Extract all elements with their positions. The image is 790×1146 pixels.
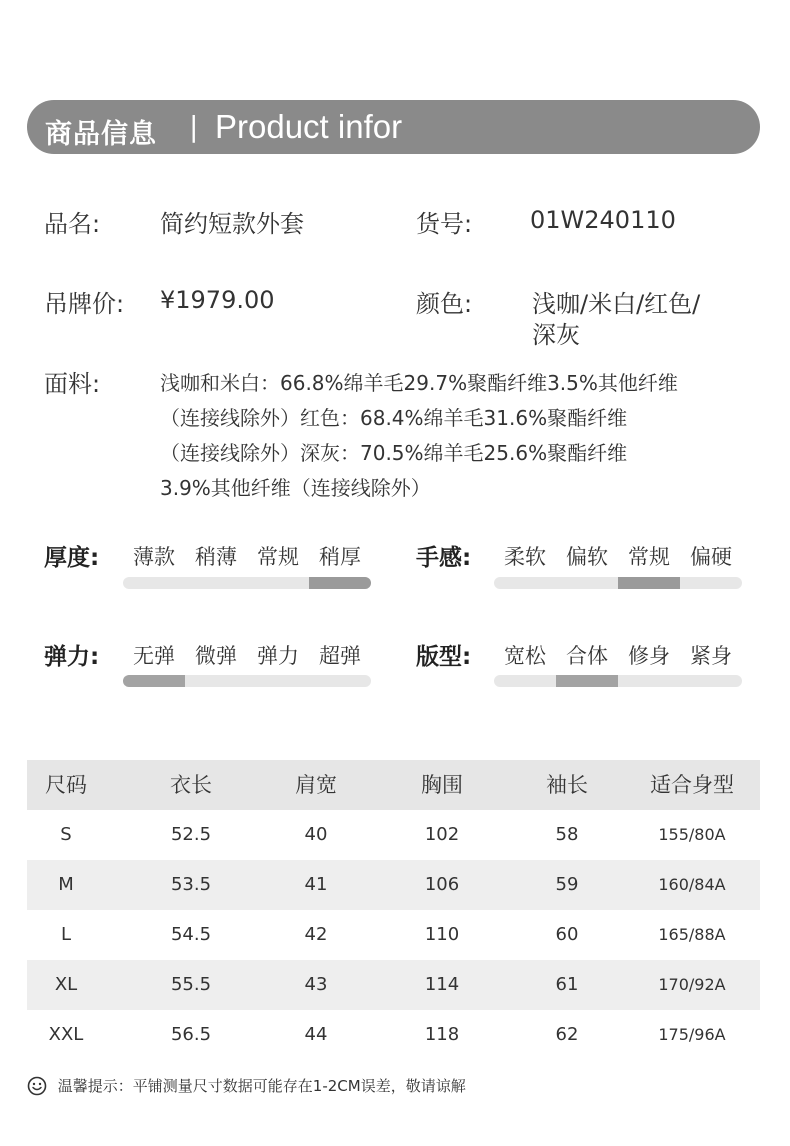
fabric-line: 3.9%其他纤维（连接线除外） — [160, 476, 431, 500]
name-label: 品名: — [44, 210, 101, 238]
table-cell: 60 — [555, 924, 579, 945]
scale-option: 偏软 — [566, 545, 608, 569]
fabric-line: （连接线除外）红色：68.4%绵羊毛31.6%聚酯纤维 — [160, 406, 628, 430]
table-row — [27, 810, 760, 860]
section-title-cn: 商品信息 — [45, 119, 157, 150]
table-cell: 118 — [424, 1024, 460, 1045]
table-cell: 53.5 — [170, 874, 212, 895]
scale-track — [123, 675, 371, 687]
table-cell: 52.5 — [170, 824, 212, 845]
table-cell: 62 — [555, 1024, 579, 1045]
scale-track — [123, 577, 371, 589]
title-separator: | — [189, 110, 199, 143]
table-cell: 160/84A — [658, 875, 726, 894]
table-header-cell: 衣长 — [170, 773, 212, 797]
sku-label: 货号: — [416, 210, 473, 238]
table-row — [27, 960, 760, 1010]
table-cell: 55.5 — [170, 974, 212, 995]
tip-text: 温馨提示：平铺测量尺寸数据可能存在1-2CM误差，敬请谅解 — [57, 1077, 466, 1095]
scale-option: 偏硬 — [690, 545, 732, 569]
scale-indicator — [309, 577, 371, 589]
scale-label: 手感: — [416, 545, 472, 571]
color-label: 颜色: — [416, 290, 473, 318]
fabric-composition — [160, 366, 770, 506]
section-header — [27, 100, 760, 154]
scale-label: 弹力: — [44, 644, 100, 670]
table-cell: 58 — [555, 824, 579, 845]
table-cell: 43 — [304, 974, 328, 995]
table-header-cell: 胸围 — [421, 773, 463, 797]
scale-indicator — [556, 675, 618, 687]
color-value-cont: 深灰 — [532, 321, 580, 349]
table-cell: XXL — [48, 1024, 84, 1045]
scale-option: 紧身 — [690, 644, 732, 668]
table-cell: 54.5 — [170, 924, 212, 945]
table-header-cell: 袖长 — [546, 773, 588, 797]
table-cell: 106 — [424, 874, 460, 895]
scale-option: 无弹 — [133, 644, 175, 668]
table-cell: 41 — [304, 874, 328, 895]
table-cell: 61 — [555, 974, 579, 995]
scale-option: 宽松 — [504, 644, 546, 668]
scale-option: 常规 — [257, 545, 299, 569]
table-cell: 170/92A — [658, 975, 726, 994]
table-header-cell: 尺码 — [45, 773, 87, 797]
scale-label: 版型: — [416, 644, 472, 670]
table-cell: 114 — [424, 974, 460, 995]
table-cell: 42 — [304, 924, 328, 945]
name-value: 简约短款外套 — [160, 210, 304, 238]
table-cell: M — [58, 874, 74, 895]
scale-label: 厚度: — [44, 545, 100, 571]
table-cell: XL — [54, 974, 78, 995]
fabric-line: （连接线除外）深灰：70.5%绵羊毛25.6%聚酯纤维 — [160, 441, 628, 465]
table-cell: 40 — [304, 824, 328, 845]
table-cell: L — [60, 924, 72, 945]
color-value: 浅咖/米白/红色/ — [532, 290, 701, 318]
table-header-cell: 适合身型 — [650, 773, 734, 797]
table-header-cell: 肩宽 — [295, 773, 337, 797]
table-row — [27, 910, 760, 960]
table-cell: 44 — [304, 1024, 328, 1045]
price-label: 吊牌价: — [44, 290, 125, 318]
table-cell: S — [60, 824, 72, 845]
scale-option: 微弹 — [195, 644, 237, 668]
scale-indicator — [123, 675, 185, 687]
scale-option: 修身 — [628, 644, 670, 668]
section-title-en: Product infor — [215, 108, 403, 145]
table-row — [27, 860, 760, 910]
table-cell: 56.5 — [170, 1024, 212, 1045]
measurement-tip — [27, 1075, 466, 1096]
scale-option: 柔软 — [504, 545, 546, 569]
price-value: ¥1979.00 — [160, 286, 275, 314]
scale-option: 合体 — [566, 644, 608, 668]
scale-option: 稍薄 — [195, 545, 237, 569]
table-cell: 110 — [424, 924, 460, 945]
table-cell: 155/80A — [658, 825, 726, 844]
fabric-label: 面料: — [44, 370, 101, 398]
table-cell: 175/96A — [658, 1025, 726, 1044]
fabric-line: 浅咖和米白：66.8%绵羊毛29.7%聚酯纤维3.5%其他纤维 — [160, 371, 678, 395]
scale-option: 常规 — [628, 545, 670, 569]
table-row — [27, 1010, 760, 1060]
scale-track — [494, 577, 742, 589]
table-cell: 59 — [555, 874, 579, 895]
table-header-row — [27, 760, 760, 810]
scale-track — [494, 675, 742, 687]
table-cell: 165/88A — [658, 925, 726, 944]
sku-value: 01W240110 — [530, 206, 676, 234]
scale-option: 弹力 — [257, 644, 299, 668]
smiley-icon — [27, 1076, 47, 1096]
scale-option: 稍厚 — [319, 545, 361, 569]
scale-option: 超弹 — [319, 644, 361, 668]
scale-option: 薄款 — [133, 545, 175, 569]
scale-indicator — [618, 577, 680, 589]
table-cell: 102 — [424, 824, 460, 845]
